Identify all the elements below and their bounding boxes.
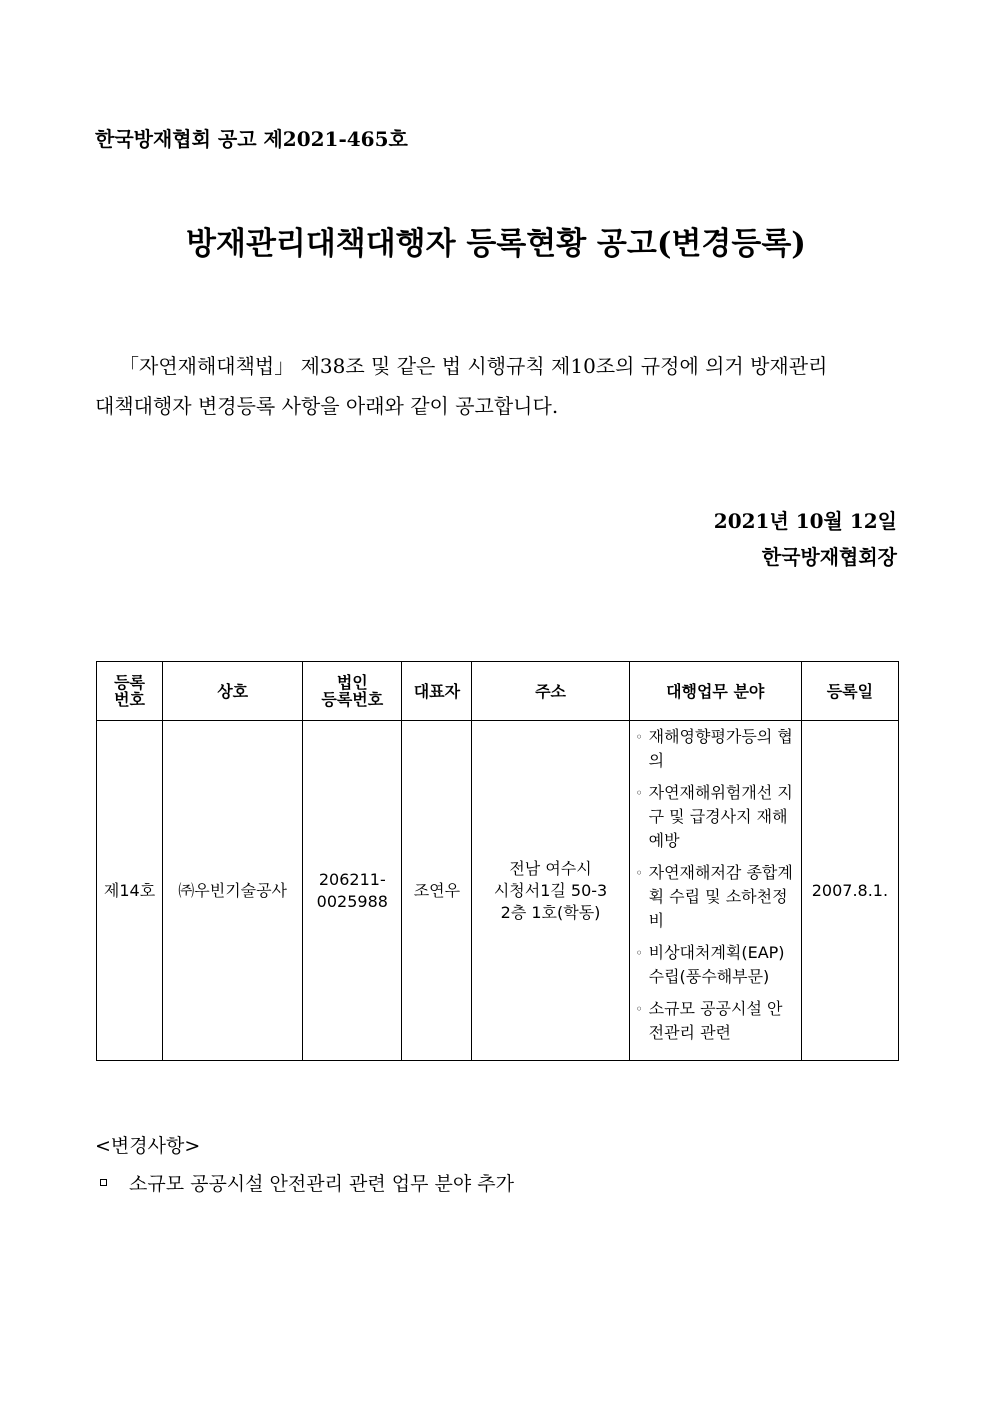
list-item: ◦ 자연재해위험개선 지구 및 급경사지 재해예방	[635, 783, 793, 850]
header-address: 주소	[472, 662, 629, 721]
notice-date: 2021년 10월 12일	[713, 509, 897, 533]
cell-rep: 조연우	[402, 721, 472, 1061]
header-reg-date: 등록일	[801, 662, 898, 721]
square-bullet-icon	[100, 1179, 107, 1186]
body-line-2: 대책대행자 변경등록 사항을 아래와 같이 공고합니다.	[95, 394, 559, 418]
table-row	[97, 721, 899, 1061]
header-rep: 대표자	[402, 662, 472, 721]
cell-reg-date: 2007.8.1.	[801, 721, 898, 1061]
page-title: 방재관리대책대행자 등록현황 공고(변경등록)	[186, 226, 806, 262]
header-name: 상호	[163, 662, 303, 721]
changes-item	[100, 1169, 514, 1196]
body-line-1: 「자연재해대책법」 제38조 및 같은 법 시행규칙 제10조의 규정에 의거 방재관리	[119, 354, 828, 378]
list-item: ◦ 재해영향평가등의 협의	[635, 727, 793, 770]
cell-address: 전남 여수시 시청서1길 50-3 2층 1호(학동)	[472, 721, 629, 1061]
header-corp-no: 법인 등록번호	[303, 662, 402, 721]
header-reg-no: 등록 번호	[97, 662, 163, 721]
cell-reg-no: 제14호	[97, 721, 163, 1061]
cell-fields	[629, 721, 801, 1061]
list-item: ◦ 자연재해저감 종합계획 수립 및 소하천정비	[635, 863, 793, 930]
cell-name: ㈜우빈기술공사	[163, 721, 303, 1061]
body-paragraph	[95, 346, 898, 426]
list-item: ◦ 비상대처계획(EAP) 수립(풍수해부문)	[635, 943, 785, 986]
table-header-row	[97, 662, 899, 721]
changes-item-text: 소규모 공공시설 안전관리 관련 업무 분야 추가	[129, 1173, 514, 1195]
registration-table	[96, 661, 899, 1061]
issuer: 한국방재협회장	[761, 545, 897, 569]
header-fields: 대행업무 분야	[629, 662, 801, 721]
cell-corp-no: 206211- 0025988	[303, 721, 402, 1061]
changes-heading: <변경사항>	[95, 1135, 201, 1157]
notice-number: 한국방재협회 공고 제2021-465호	[95, 127, 408, 151]
list-item: ◦ 소규모 공공시설 안전관리 관련	[635, 999, 783, 1042]
